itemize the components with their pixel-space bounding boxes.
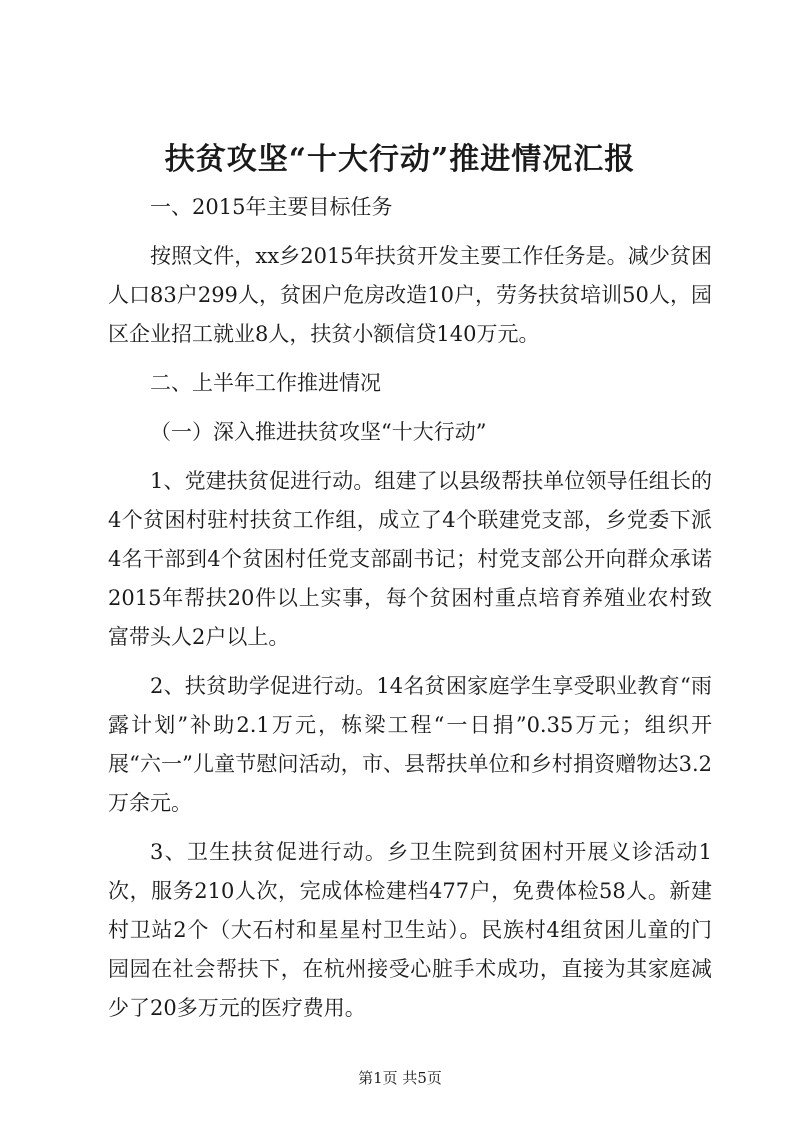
- paragraph-education: 2、扶贫助学促进行动。14名贫困家庭学生享受职业教育“雨露计划”补助2.1万元，栋梁工程“一日捐”0.35万元；组织开展“六一”儿童节慰问活动，市、县帮扶单位和乡村捐资赠物达3.2万余元。: [108, 674, 712, 815]
- paragraph-targets: 按照文件，xx乡2015年扶贫开发主要工作任务是。减少贫困人口83户299人，贫困户危房改造10户，劳务扶贫培训50人，园区企业招工就业8人，扶贫小额信贷140万元。: [108, 244, 712, 346]
- section-heading-1: 一、2015年主要目标任务: [150, 195, 393, 219]
- document-title: 扶贫攻坚“十大行动”推进情况汇报: [164, 142, 636, 177]
- subsection-heading-1: （一）深入推进扶贫攻坚“十大行动”: [150, 420, 487, 444]
- section-heading-2: 二、上半年工作推进情况: [150, 371, 381, 395]
- document-body: [108, 188, 712, 1028]
- page-footer: 第1页 共5页: [358, 1069, 442, 1087]
- paragraph-health: 3、卫生扶贫促进行动。乡卫生院到贫困村开展义诊活动1次，服务210人次，完成体检建档477户，免费体检58人。新建村卫站2个（大石村和星星村卫生站）。民族村4组贫困儿童的门园园在社会帮扶下，在杭州接受心脏手术成功，直接为其家庭减少了20多万元的医疗费用。: [108, 840, 712, 1020]
- paragraph-party-building: 1、党建扶贫促进行动。组建了以县级帮扶单位领导任组长的4个贫困村驻村扶贫工作组，成立了4个联建党支部，乡党委下派4名干部到4个贫困村任党支部副书记；村党支部公开向群众承诺2015年帮扶20件以上实事，每个贫困村重点培育养殖业农村致富带头人2户以上。: [108, 469, 712, 649]
